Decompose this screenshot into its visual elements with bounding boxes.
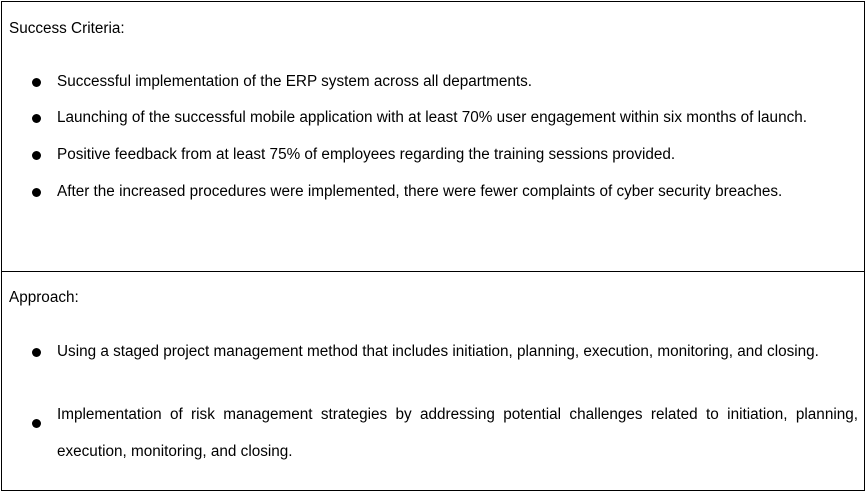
bullet-icon [32, 114, 41, 123]
document-table [1, 1, 865, 491]
bullet-icon [32, 188, 41, 197]
list-item-text: After the increased procedures were implemented, there were fewer complaints of cyber security breaches. [57, 183, 783, 200]
list-item-text: Launching of the successful mobile application with at least 70% user engagement within six months of launch. [57, 109, 807, 126]
bullet-icon [32, 78, 41, 87]
bullet-icon [32, 151, 41, 160]
success-criteria-cell [2, 2, 864, 272]
list-item-text: Positive feedback from at least 75% of employees regarding the training sessions provided. [57, 146, 676, 163]
success-criteria-heading: Success Criteria: [9, 20, 125, 37]
approach-cell [2, 272, 864, 490]
bullet-icon [32, 419, 41, 428]
bullet-icon [32, 348, 41, 357]
list-item-text: Using a staged project management method that includes initiation, planning, execution, monitoring, and closing. [57, 343, 819, 360]
list-item-text: Implementation of risk management strategies by addressing potential challenges related to initiation, planning, execution, monitoring, and closing. [57, 406, 858, 460]
list-item-text: Successful implementation of the ERP system across all departments. [57, 73, 532, 90]
approach-heading: Approach: [9, 289, 79, 306]
